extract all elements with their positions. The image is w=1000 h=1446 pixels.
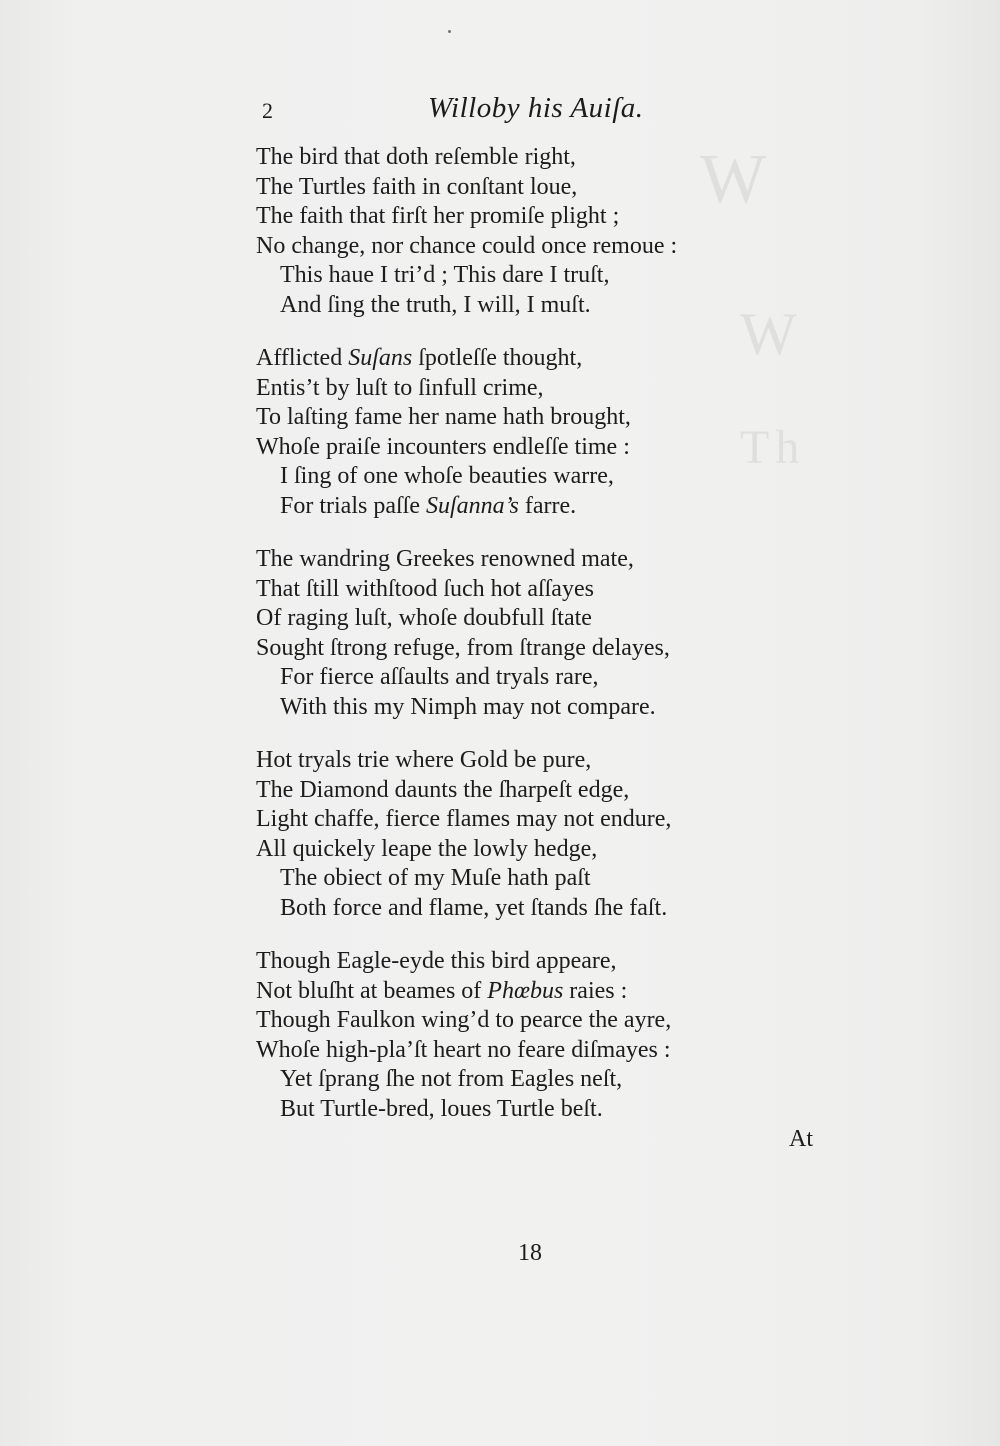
verse-line: To laſting fame her name hath brought, xyxy=(256,404,631,430)
verse-line: The bird that doth reſemble right, xyxy=(256,144,576,170)
verse-line: Sought ſtrong refuge, from ſtrange delayes, xyxy=(256,634,670,661)
stanza xyxy=(256,947,776,1124)
verse-line: The wandring Greekes renowned mate, xyxy=(256,546,634,572)
verse-line: Whoſe high-pla’ſt heart no feare diſmayes : xyxy=(256,1036,671,1063)
stanza xyxy=(256,746,776,923)
stanza xyxy=(256,344,776,521)
verse-line-indented: With this my Nimph may not compare. xyxy=(280,693,656,720)
show-through-text: Th xyxy=(740,421,806,474)
verse-line: All quickely leape the lowly hedge, xyxy=(256,835,598,862)
poem xyxy=(256,143,776,1148)
page-header xyxy=(262,92,682,132)
verse-line: The faith that firſt her promiſe plight ; xyxy=(256,203,620,229)
verse-line: Hot tryals trie where Gold be pure, xyxy=(256,747,592,773)
verse-line-indented: For fierce aſſaults and tryals rare, xyxy=(280,664,599,690)
verse-line: Not bluſht at beames of Phœbus raies : xyxy=(256,977,628,1004)
folio-number: 18 xyxy=(518,1240,542,1266)
verse-line-indented: The obiect of my Muſe hath paſt xyxy=(280,865,591,891)
verse-line: That ſtill withſtood ſuch hot aſſayes xyxy=(256,575,594,602)
verse-line: The Turtles faith in conſtant loue, xyxy=(256,173,578,200)
show-through-text: W xyxy=(700,141,773,218)
verse-line: Light chaffe, fierce flames may not endure, xyxy=(256,806,672,832)
verse-line-indented: This haue I tri’d ; This dare I truſt, xyxy=(280,262,610,288)
verse-line: Though Eagle-eyde this bird appeare, xyxy=(256,948,617,974)
stanza xyxy=(256,143,776,320)
verse-line: Whoſe praiſe incounters endleſſe time : xyxy=(256,433,630,460)
verse-line: No change, nor chance could once remoue : xyxy=(256,232,678,259)
verse-line: Afflicted Suſans ſpotleſſe thought, xyxy=(256,345,583,371)
verse-line-indented: But Turtle-bred, loues Turtle beſt. xyxy=(280,1095,603,1122)
verse-line-indented: Both force and flame, yet ſtands ſhe faſt. xyxy=(280,894,668,921)
running-title: Willoby his Auiſa. xyxy=(428,92,644,124)
verse-line: Entis’t by luſt to ſinfull crime, xyxy=(256,374,544,401)
verse-line: Of raging luſt, whoſe doubfull ſtate xyxy=(256,605,592,631)
verse-line: Though Faulkon wing’d to pearce the ayre, xyxy=(256,1007,672,1033)
verse-line-indented: And ſing the truth, I will, I muſt. xyxy=(280,291,591,318)
verse-line-indented: Yet ſprang ſhe not from Eagles neſt, xyxy=(280,1066,623,1092)
page-number: 2 xyxy=(262,98,273,123)
print-speck xyxy=(448,30,451,33)
catchword: At xyxy=(789,1126,813,1152)
stanza xyxy=(256,545,776,722)
verse-line-indented: For trials paſſe Suſanna’s farre. xyxy=(280,492,577,519)
verse-line-indented: I ſing of one whoſe beauties warre, xyxy=(280,463,614,489)
verse-line: The Diamond daunts the ſharpeſt edge, xyxy=(256,776,630,803)
show-through-text: W xyxy=(740,301,803,367)
